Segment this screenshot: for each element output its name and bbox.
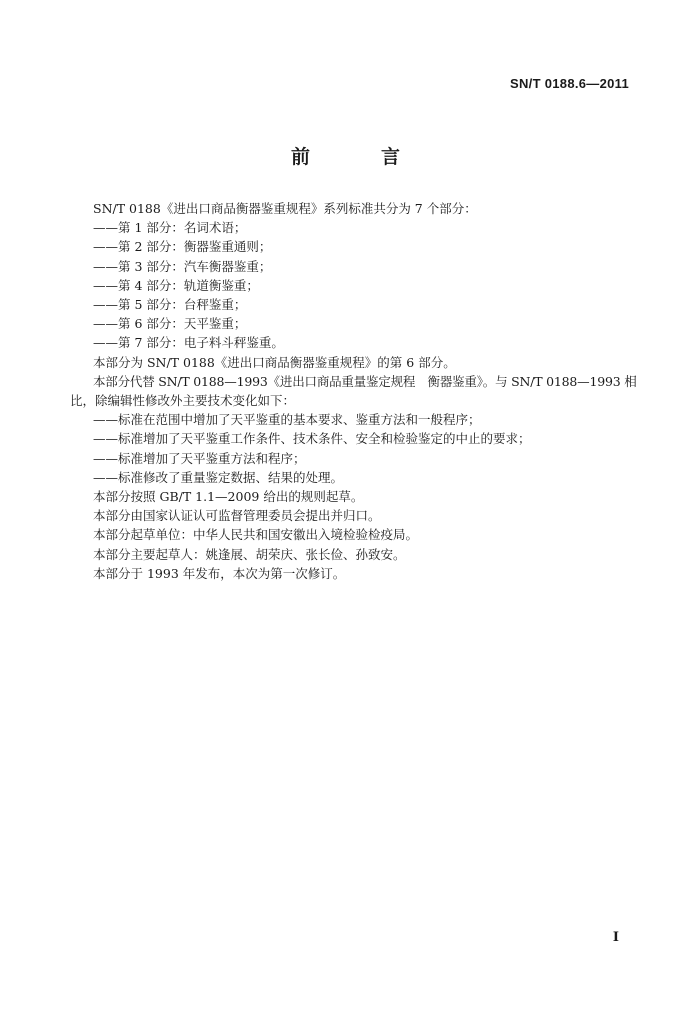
paragraph-replaces-line-2: 比，除编辑性修改外主要技术变化如下： (70, 393, 296, 409)
paragraph-drafting-rules: 本部分按照 GB/T 1.1—2009 给出的规则起草。 (93, 489, 364, 505)
paragraph-replaces-line-1: 本部分代替 SN/T 0188—1993《进出口商品重量鉴定规程 衡器鉴重》。与 SN/T 0188—1993 相 (93, 373, 637, 389)
list-item-change-2: ——标准增加了天平鉴重工作条件、技术条件、安全和检验鉴定的中止的要求； (93, 431, 531, 447)
paragraph-drafters: 本部分主要起草人：姚逢展、胡荣庆、张长俭、孙致安。 (93, 546, 406, 562)
page-title: 前 言 (290, 146, 426, 168)
paragraph-proposer: 本部分由国家认证认可监督管理委员会提出并归口。 (93, 508, 381, 524)
list-item-change-4: ——标准修改了重量鉴定数据、结果的处理。 (93, 469, 344, 485)
list-item-part-5: ——第 5 部分：台秤鉴重； (93, 297, 247, 313)
list-item-part-2: ——第 2 部分：衡器鉴重通则； (93, 239, 272, 255)
list-item-part-7: ——第 7 部分：电子料斗秤鉴重。 (93, 335, 284, 351)
document-code: SN/T 0188.6—2011 (510, 76, 629, 91)
paragraph-series-intro: SN/T 0188《进出口商品衡器鉴重规程》系列标准共分为 7 个部分： (93, 201, 477, 216)
list-item-part-3: ——第 3 部分：汽车衡器鉴重； (93, 258, 272, 274)
paragraph-this-part: 本部分为 SN/T 0188《进出口商品衡器鉴重规程》的第 6 部分。 (93, 354, 456, 370)
list-item-change-1: ——标准在范围中增加了天平鉴重的基本要求、鉴重方法和一般程序； (93, 412, 481, 428)
list-item-part-4: ——第 4 部分：轨道衡鉴重； (93, 277, 259, 293)
paragraph-drafting-unit: 本部分起草单位：中华人民共和国安徽出入境检验检疫局。 (93, 527, 419, 543)
list-item-change-3: ——标准增加了天平鉴重方法和程序； (93, 450, 306, 466)
page-number: I (612, 930, 619, 945)
list-item-part-6: ——第 6 部分：天平鉴重； (93, 316, 247, 332)
paragraph-history: 本部分于 1993 年发布，本次为第一次修订。 (93, 565, 346, 581)
list-item-part-1: ——第 1 部分：名词术语； (93, 220, 247, 236)
foreword-body (70, 199, 640, 583)
